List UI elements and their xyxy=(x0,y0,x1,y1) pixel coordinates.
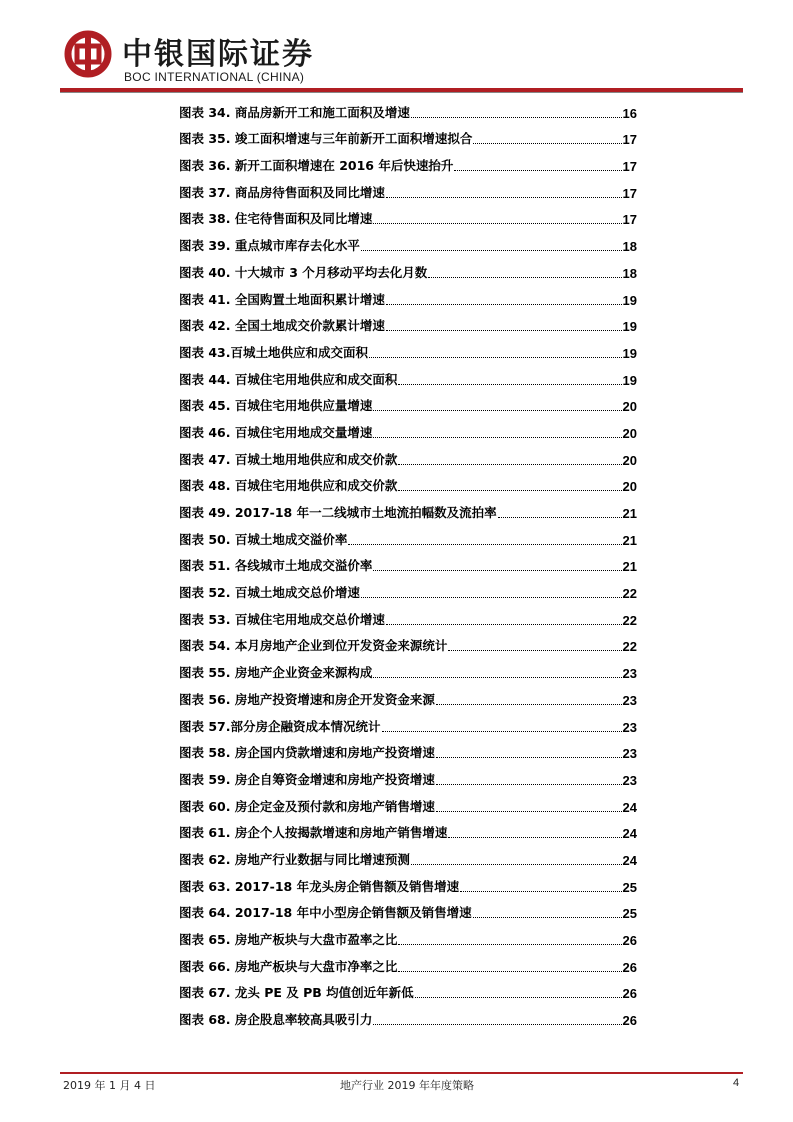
toc-entry[interactable] xyxy=(179,710,637,737)
toc-entry[interactable] xyxy=(179,310,637,337)
toc-entry[interactable] xyxy=(179,790,637,817)
toc-entry-label[interactable]: 图表 58. 房企国内贷款增速和房地产投资增速 xyxy=(179,745,435,761)
toc-leader-dots xyxy=(398,490,621,491)
toc-entry-page[interactable]: 19 xyxy=(622,319,637,335)
toc-entry[interactable] xyxy=(179,603,637,630)
toc-leader-dots xyxy=(386,197,622,198)
toc-entry-label[interactable]: 图表 63. 2017-18 年龙头房企销售额及销售增速 xyxy=(179,878,460,894)
toc-leader-dots xyxy=(460,891,621,892)
toc-entry-label[interactable]: 图表 45. 百城住宅用地供应量增速 xyxy=(179,398,373,414)
toc-leader-dots xyxy=(398,971,621,972)
toc-entry-label[interactable]: 图表 50. 百城土地成交溢价率 xyxy=(179,531,348,547)
toc-leader-dots xyxy=(398,384,621,385)
toc-entry-label[interactable]: 图表 46. 百城住宅用地成交量增速 xyxy=(179,424,373,440)
toc-entry[interactable] xyxy=(179,149,637,176)
toc-entry-page[interactable]: 26 xyxy=(622,933,637,948)
toc-entry[interactable] xyxy=(179,683,637,710)
toc-entry-label[interactable]: 图表 55. 房地产企业资金来源构成 xyxy=(179,665,373,681)
toc-entry-page[interactable]: 21 xyxy=(622,559,637,575)
toc-entry-label[interactable]: 图表 67. 龙头 PE 及 PB 均值创近年新低 xyxy=(179,985,414,1001)
toc-entry-label[interactable]: 图表 65. 房地产板块与大盘市盈率之比 xyxy=(179,932,398,947)
toc-entry-page[interactable]: 24 xyxy=(622,852,637,868)
toc-entry[interactable] xyxy=(179,1003,637,1030)
toc-entry-label[interactable]: 图表 42. 全国土地成交价款累计增速 xyxy=(179,318,385,334)
toc-entry-label[interactable]: 图表 60. 房企定金及预付款和房地产销售增速 xyxy=(179,798,435,814)
brand-name-cn: 中银国际证券 xyxy=(122,37,314,72)
toc-entry[interactable] xyxy=(179,443,637,470)
toc-entry-label[interactable]: 图表 57.部分房企融资成本情况统计 xyxy=(179,718,381,734)
toc-entry-page[interactable]: 23 xyxy=(622,772,637,788)
toc-entry-page[interactable]: 20 xyxy=(622,425,637,441)
toc-entry-page[interactable]: 23 xyxy=(622,719,637,735)
toc-entry-page[interactable]: 21 xyxy=(622,506,637,521)
toc-entry[interactable] xyxy=(179,950,637,977)
toc-leader-dots xyxy=(382,731,622,732)
toc-entry-page[interactable]: 19 xyxy=(622,292,637,308)
toc-entry-label[interactable]: 图表 64. 2017-18 年中小型房企销售额及销售增速 xyxy=(179,905,472,921)
toc-leader-dots xyxy=(386,330,622,331)
toc-leader-dots xyxy=(361,250,622,251)
toc-entry-label[interactable]: 图表 48. 百城住宅用地供应和成交价款 xyxy=(179,478,398,494)
toc-entry-label[interactable]: 图表 61. 房企个人按揭款增速和房地产销售增速 xyxy=(179,825,448,841)
toc-entry-page[interactable]: 19 xyxy=(622,345,637,361)
toc-entry-label[interactable]: 图表 40. 十大城市 3 个月移动平均去化月数 xyxy=(179,264,428,280)
toc-entry-label[interactable]: 图表 59. 房企自筹资金增速和房地产投资增速 xyxy=(179,771,435,787)
toc-entry-label[interactable]: 图表 49. 2017-18 年一二线城市土地流拍幅数及流拍率 xyxy=(179,505,497,520)
toc-entry-page[interactable]: 25 xyxy=(622,879,637,895)
footer-date: 2019 年 1 月 4 日 xyxy=(63,1079,156,1092)
toc-leader-dots xyxy=(386,624,622,625)
toc-entry[interactable] xyxy=(179,923,637,950)
toc-leader-dots xyxy=(436,704,622,705)
toc-leader-dots xyxy=(448,837,621,838)
toc-leader-dots xyxy=(369,357,622,358)
toc-entry[interactable] xyxy=(179,630,637,657)
toc-entry-page[interactable]: 17 xyxy=(622,185,637,201)
toc-leader-dots xyxy=(454,170,621,171)
toc-leader-dots xyxy=(373,437,621,438)
toc-entry[interactable] xyxy=(179,256,637,283)
toc-entry-label[interactable]: 图表 52. 百城土地成交总价增速 xyxy=(179,585,360,601)
toc-leader-dots xyxy=(415,997,622,998)
toc-entry-page[interactable]: 23 xyxy=(622,692,637,708)
toc-leader-dots xyxy=(436,811,622,812)
toc-entry-label[interactable]: 图表 47. 百城土地用地供应和成交价款 xyxy=(179,451,398,467)
toc-entry[interactable] xyxy=(179,550,637,577)
toc-entry-page[interactable]: 17 xyxy=(622,132,637,148)
toc-entry-label[interactable]: 图表 36. 新开工面积增速在 2016 年后快速抬升 xyxy=(179,158,454,174)
toc-leader-dots xyxy=(411,864,622,865)
header-rule-thin xyxy=(60,92,743,93)
toc-entry-page[interactable]: 23 xyxy=(622,666,637,682)
toc-entry-label[interactable]: 图表 68. 房企股息率较高具吸引力 xyxy=(179,1012,373,1028)
toc-entry-page[interactable]: 22 xyxy=(622,586,637,602)
toc-leader-dots xyxy=(398,944,621,945)
toc-entry-page[interactable]: 22 xyxy=(622,612,637,628)
toc-entry-page[interactable]: 20 xyxy=(622,399,637,415)
toc-entry[interactable] xyxy=(179,843,637,870)
toc-entry-page[interactable]: 22 xyxy=(622,639,637,655)
toc-entry-label[interactable]: 图表 44. 百城住宅用地供应和成交面积 xyxy=(179,371,398,387)
toc-leader-dots xyxy=(411,117,622,118)
toc-leader-dots xyxy=(373,410,621,411)
toc-entry-label[interactable]: 图表 34. 商品房新开工和施工面积及增速 xyxy=(179,104,410,120)
toc-entry-page[interactable]: 17 xyxy=(622,159,637,175)
toc-leader-dots xyxy=(373,570,621,571)
toc-entry-page[interactable]: 19 xyxy=(622,372,637,388)
toc-entry[interactable] xyxy=(179,336,637,363)
toc-entry[interactable] xyxy=(179,576,637,603)
toc-leader-dots xyxy=(361,597,622,598)
toc-entry[interactable] xyxy=(179,496,637,523)
toc-entry-label[interactable]: 图表 53. 百城住宅用地成交总价增速 xyxy=(179,611,385,627)
toc-entry[interactable] xyxy=(179,870,637,897)
toc-entry[interactable] xyxy=(179,203,637,230)
toc-entry[interactable] xyxy=(179,96,637,123)
toc-leader-dots xyxy=(373,1024,621,1025)
toc-entry-page[interactable]: 18 xyxy=(622,239,637,255)
toc-entry-page[interactable]: 21 xyxy=(622,532,637,548)
toc-entry-page[interactable]: 20 xyxy=(622,452,637,468)
toc-entry-label[interactable]: 图表 66. 房地产板块与大盘市净率之比 xyxy=(179,958,398,974)
toc-entry[interactable] xyxy=(179,416,637,443)
toc-entry[interactable] xyxy=(179,763,637,790)
toc-entry-page[interactable]: 18 xyxy=(622,265,637,281)
toc-leader-dots xyxy=(373,677,621,678)
toc-entry-page[interactable]: 20 xyxy=(622,479,637,495)
toc-entry[interactable] xyxy=(179,363,637,390)
toc-entry-page[interactable]: 24 xyxy=(622,826,637,842)
toc-entry-label[interactable]: 图表 56. 房地产投资增速和房企开发资金来源 xyxy=(179,691,435,707)
toc-entry-label[interactable]: 图表 43.百城土地供应和成交面积 xyxy=(179,344,368,360)
toc-leader-dots xyxy=(373,223,621,224)
toc-entry-page[interactable]: 25 xyxy=(622,906,637,922)
toc-entry[interactable] xyxy=(179,656,637,683)
toc-entry-page[interactable]: 26 xyxy=(622,1013,637,1029)
toc-leader-dots xyxy=(348,544,621,545)
toc-leader-dots xyxy=(498,517,622,518)
toc-entry-label[interactable]: 图表 39. 重点城市库存去化水平 xyxy=(179,238,360,254)
toc-leader-dots xyxy=(436,784,622,785)
toc-entry[interactable] xyxy=(179,283,637,310)
table-of-figures xyxy=(179,96,637,1030)
toc-entry[interactable] xyxy=(179,390,637,417)
footer-title: 地产行业 2019 年年度策略 xyxy=(340,1079,474,1092)
toc-entry-label[interactable]: 图表 51. 各线城市土地成交溢价率 xyxy=(179,558,373,574)
toc-entry[interactable] xyxy=(179,897,637,924)
toc-entry-page[interactable]: 23 xyxy=(622,746,637,762)
toc-entry-page[interactable]: 16 xyxy=(622,105,637,121)
toc-entry[interactable] xyxy=(179,523,637,550)
toc-leader-dots xyxy=(448,650,621,651)
page-number: 4 xyxy=(733,1077,740,1089)
toc-entry[interactable] xyxy=(179,229,637,256)
toc-entry-page[interactable]: 17 xyxy=(622,212,637,228)
toc-leader-dots xyxy=(398,464,621,465)
brand-name-en: BOC INTERNATIONAL (CHINA) xyxy=(124,70,305,84)
toc-entry-label[interactable]: 图表 37. 商品房待售面积及同比增速 xyxy=(179,184,385,200)
toc-entry-label[interactable]: 图表 62. 房地产行业数据与同比增速预测 xyxy=(179,851,410,867)
toc-entry[interactable] xyxy=(179,977,637,1004)
toc-entry[interactable] xyxy=(179,176,637,203)
toc-entry-label[interactable]: 图表 54. 本月房地产企业到位开发资金来源统计 xyxy=(179,638,448,654)
toc-entry-label[interactable]: 图表 41. 全国购置土地面积累计增速 xyxy=(179,291,385,307)
toc-entry-page[interactable]: 26 xyxy=(622,959,637,975)
toc-leader-dots xyxy=(436,757,622,758)
toc-entry[interactable] xyxy=(179,123,637,150)
boc-logo-icon xyxy=(64,30,112,78)
toc-entry-page[interactable]: 26 xyxy=(622,986,637,1002)
toc-leader-dots xyxy=(473,143,621,144)
page-header xyxy=(0,0,793,96)
footer-rule xyxy=(60,1072,743,1074)
toc-entry[interactable] xyxy=(179,817,637,844)
toc-entry[interactable] xyxy=(179,737,637,764)
toc-entry[interactable] xyxy=(179,470,637,497)
toc-leader-dots xyxy=(428,277,621,278)
toc-entry-page[interactable]: 24 xyxy=(622,799,637,815)
toc-entry-label[interactable]: 图表 35. 竣工面积增速与三年前新开工面积增速拟合 xyxy=(179,131,473,147)
toc-entry-label[interactable]: 图表 38. 住宅待售面积及同比增速 xyxy=(179,211,373,227)
toc-leader-dots xyxy=(386,304,622,305)
toc-leader-dots xyxy=(473,917,622,918)
